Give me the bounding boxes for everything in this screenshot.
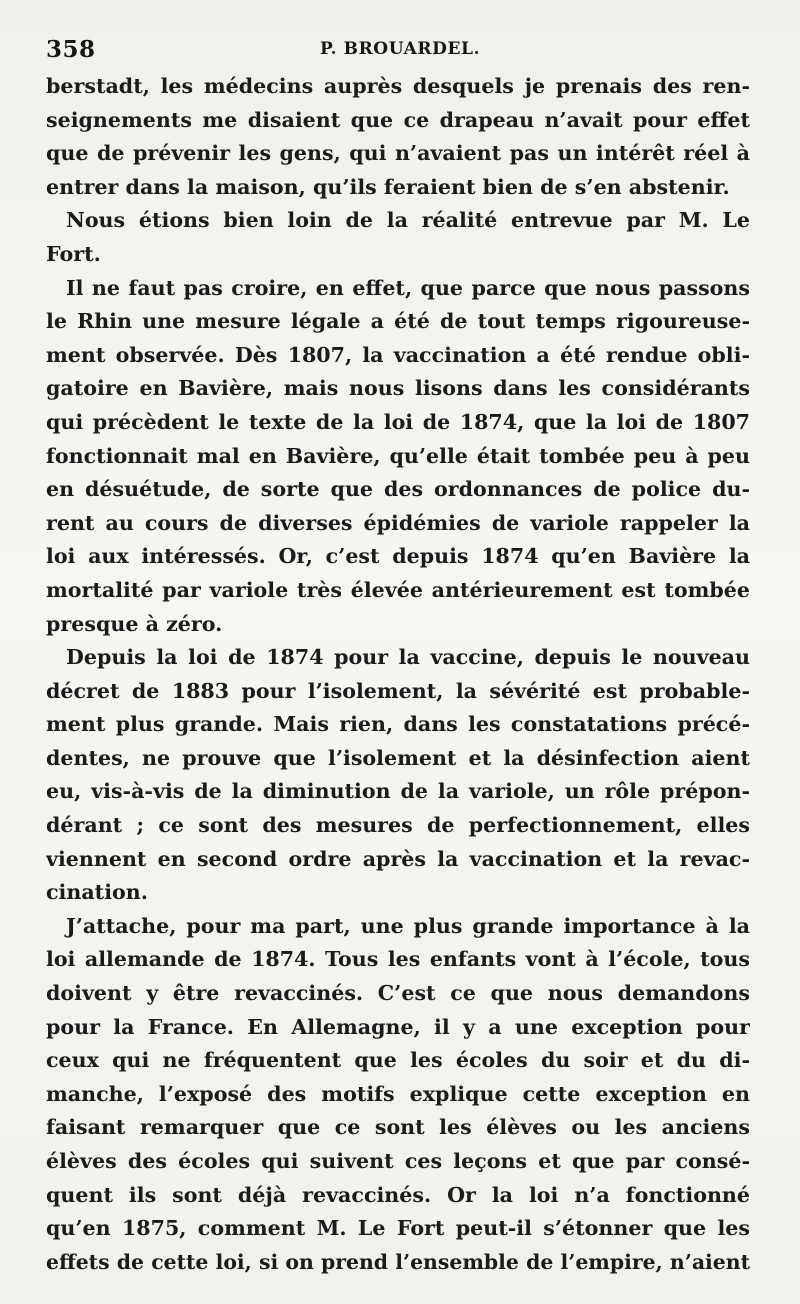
text-line: Nous étions bien loin de la réalité entrevue par M. Le [66, 208, 750, 233]
text-line: loi allemande de 1874. Tous les enfants vont à l’école, tous [46, 947, 750, 972]
text-line: rent au cours de diverses épidémies de variole rappeler la [46, 510, 750, 535]
text-line: fonctionnait mal en Bavière, qu’elle était tombée peu à peu [46, 443, 750, 468]
text-line: décret de 1883 pour l’isolement, la sévérité est probable- [46, 678, 750, 703]
text-line: viennent en second ordre après la vaccination et la revac- [46, 846, 750, 871]
text-line: ment observée. Dès 1807, la vaccination a été rendue obli- [46, 342, 750, 367]
text-line: J’attache, pour ma part, une plus grande importance à la [66, 913, 750, 938]
text-line: élèves des écoles qui suivent ces leçons et que par consé- [46, 1149, 750, 1173]
text-line: Depuis la loi de 1874 pour la vaccine, depuis le nouveau [66, 645, 750, 670]
page-header [46, 36, 750, 66]
text-line: dentes, ne prouve que l’isolement et la désinfection aient [46, 745, 750, 770]
text-line: dérant ; ce sont des mesures de perfectionnement, elles [46, 813, 750, 838]
text-line: Il ne faut pas croire, en effet, que parce que nous passons [66, 275, 750, 300]
text-line: presque à zéro. [46, 611, 223, 636]
page-number: 358 [46, 36, 96, 63]
text-line: quent ils sont déjà revaccinés. Or la loi n’a fonctionné [46, 1182, 750, 1207]
text-line: le Rhin une mesure légale a été de tout temps rigoureuse- [46, 309, 750, 334]
text-line: eu, vis-à-vis de la diminution de la variole, un rôle prépon- [46, 779, 750, 804]
text-line: cination. [46, 880, 148, 905]
text-line: pour la France. En Allemagne, il y a une exception pour [46, 1014, 750, 1039]
text-line: doivent y être revaccinés. C’est ce que nous demandons [46, 981, 750, 1006]
text-line: manche, l’exposé des motifs explique cette exception en [46, 1081, 750, 1106]
text-line: loi aux intéressés. Or, c’est depuis 1874 qu’en Bavière la [46, 544, 750, 569]
text-line: mortalité par variole très élevée antérieurement est tombée [46, 577, 750, 602]
text-line: que de prévenir les gens, qui n’avaient pas un intérêt réel à [46, 141, 750, 166]
text-line: effets de cette loi, si on prend l’ensemble de l’empire, n’aient [46, 1249, 750, 1274]
text-line: qui précèdent le texte de la loi de 1874, que la loi de 1807 [46, 409, 750, 434]
text-line: qu’en 1875, comment M. Le Fort peut-il s’étonner que les [46, 1216, 750, 1241]
text-line: Fort. [46, 241, 101, 266]
running-head: P. BROUARDEL. [320, 39, 481, 59]
body-text [46, 70, 750, 1279]
text-line: faisant remarquer que ce sont les élèves ou les anciens [46, 1115, 750, 1140]
text-line: en désuétude, de sorte que des ordonnances de police du- [46, 477, 750, 502]
text-line: seignements me disaient que ce drapeau n’avait pour effet [46, 107, 750, 132]
text-line: entrer dans la maison, qu’ils feraient bien de s’en abstenir. [46, 174, 730, 199]
text-line: berstadt, les médecins auprès desquels je prenais des ren- [46, 74, 750, 98]
text-line: gatoire en Bavière, mais nous lisons dans les considérants [46, 376, 750, 401]
text-line: ceux qui ne fréquentent que les écoles du soir et du di- [46, 1048, 750, 1073]
text-line: ment plus grande. Mais rien, dans les constatations précé- [46, 712, 750, 737]
